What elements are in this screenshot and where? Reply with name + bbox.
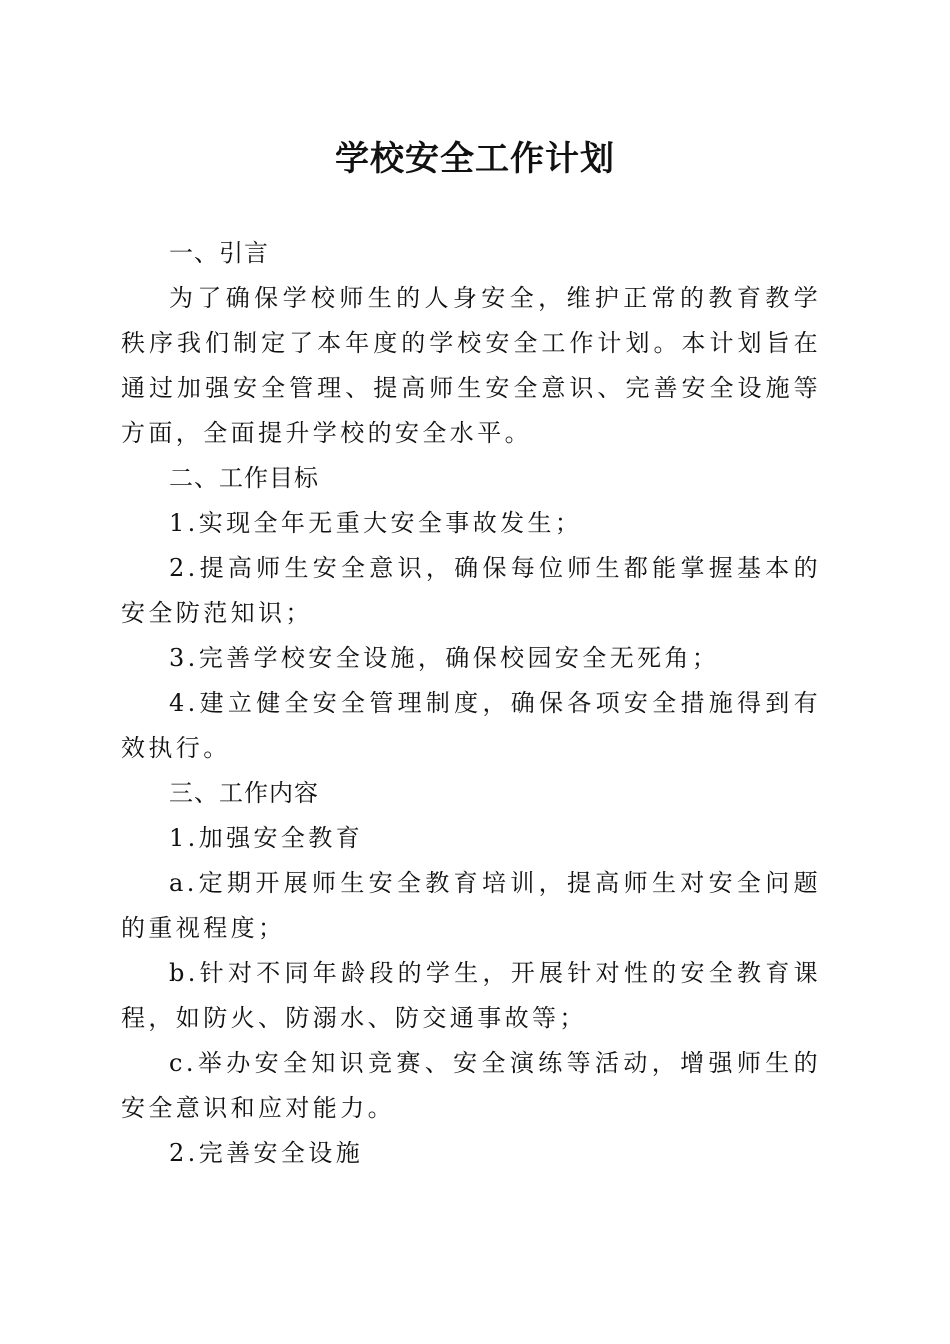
section-heading-intro: 一、引言 xyxy=(169,239,269,267)
section-heading-content: 三、工作内容 xyxy=(169,779,319,807)
content-subheading-2: 2.完善安全设施 xyxy=(169,1139,364,1167)
content-item-b: b.针对不同年龄段的学生，开展针对性的安全教育课程，如防火、防溺水、防交通事故等； xyxy=(121,959,821,1032)
goal-item-2: 2.提高师生安全意识，确保每位师生都能掌握基本的安全防范知识； xyxy=(121,554,821,627)
intro-paragraph: 为了确保学校师生的人身安全，维护正常的教育教学秩序我们制定了本年度的学校安全工作计划。本计划旨在通过加强安全管理、提高师生安全意识、完善安全设施等方面，全面提升学校的安全水平。 xyxy=(121,284,821,447)
content-item-a: a.定期开展师生安全教育培训，提高师生对安全问题的重视程度； xyxy=(121,869,821,942)
goal-item-1: 1.实现全年无重大安全事故发生； xyxy=(169,509,583,537)
document-title: 学校安全工作计划 xyxy=(335,139,615,179)
content-item-c: c.举办安全知识竞赛、安全演练等活动，增强师生的安全意识和应对能力。 xyxy=(121,1049,821,1122)
goal-item-3: 3.完善学校安全设施，确保校园安全无死角； xyxy=(169,644,720,672)
content-subheading-1: 1.加强安全教育 xyxy=(169,824,364,852)
goal-item-4: 4.建立健全安全管理制度，确保各项安全措施得到有效执行。 xyxy=(121,689,821,762)
document-body xyxy=(121,231,821,1176)
section-heading-goals: 二、工作目标 xyxy=(169,464,319,492)
